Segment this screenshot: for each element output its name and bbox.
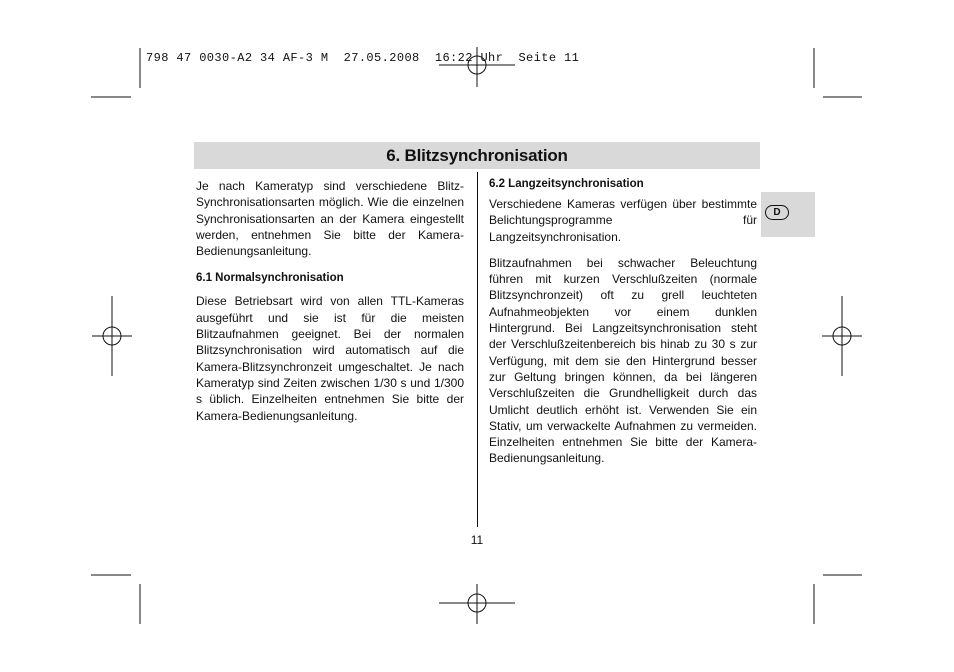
left-column (196, 178, 464, 424)
section-6-2-paragraph-1: Verschiedene Kameras verfügen über bestimmte Belichtungsprogramme für Langzeitsynchronisation. (489, 197, 757, 244)
registration-mark-right (822, 296, 862, 376)
registration-mark-bottom (439, 584, 515, 624)
section-heading-6-1: 6.1 Normalsynchronisation (196, 272, 344, 285)
right-column (489, 176, 757, 467)
page-number: 11 (470, 533, 484, 547)
column-divider (477, 172, 478, 527)
registration-mark-left (92, 296, 132, 376)
title-bar (194, 142, 760, 169)
section-6-2-paragraph-2: Blitzaufnahmen bei schwacher Beleuchtung führen mit kurzen Verschlußzeiten (normale Blitzsynchronzeit) oft zu grell leuchteten Aufnahmeobjekten vor einem dunklen Hintergrund. Bei Langzeitsynchronisation steht der Verschlußzeitenbereich bis hinab zu 30 s zur Verfügung, mit dem sie den Hintergrund besser zur Geltung bringen können, da bei längeren Verschlußzeiten die Grundhelligkeit durch das Umlicht deutlich erhöht ist. Verwenden Sie ein Stativ, um verwackelte Aufnahmen zu vermeiden. Einzelheiten entnehmen Sie bitte der Kamera-Bedienungsanleitung. (489, 255, 757, 466)
print-header: 798 47 0030-A2 34 AF-3 M 27.05.2008 16:22 Uhr Seite 11 (146, 51, 580, 65)
section-heading-6-2: 6.2 Langzeitsynchronisation (489, 178, 644, 190)
language-badge: D (765, 205, 789, 220)
intro-paragraph: Je nach Kameratyp sind verschiedene Blitz-Synchronisationsarten möglich. Wie die einzelnen Synchronisationsarten an der Kamera eingestellt werden, entnehmen Sie bitte der Kamera-Bedienungsanleitung. (196, 179, 464, 259)
registration-mark-top (439, 47, 515, 87)
page-title: 6. Blitzsynchronisation (386, 145, 568, 165)
section-6-1-paragraph: Diese Betriebsart wird von allen TTL-Kameras ausgeführt und sie ist für die meisten Blitzaufnahmen geeignet. Bei der normalen Blitzsynchronisation wird automatisch auf die Kamera-Blitzsynchronzeit umgeschaltet. Je nach Kameratyp sind Zeiten zwischen 1/30 s und 1/300 s üblich. Einzelheiten entnehmen Sie bitte der Kamera-Bedienungsanleitung. (196, 294, 464, 423)
